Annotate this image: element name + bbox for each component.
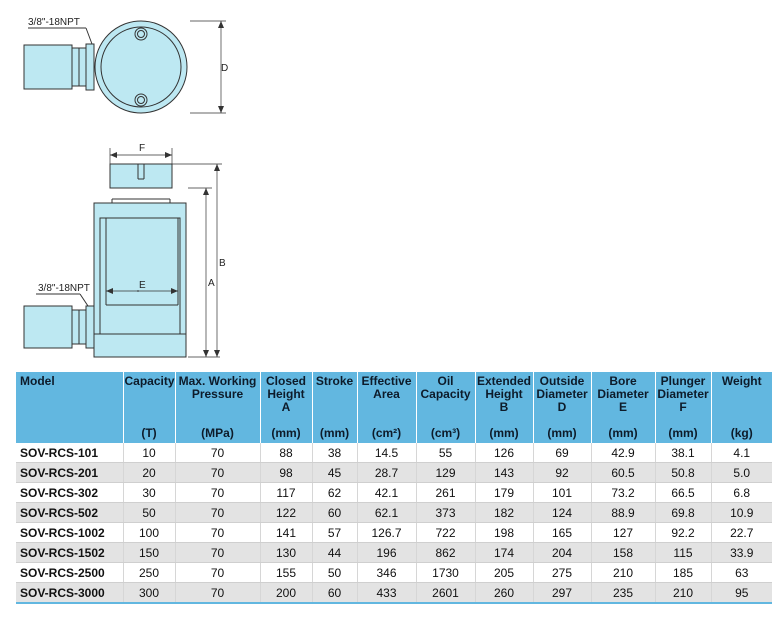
table-cell: 101 — [533, 483, 591, 503]
table-row — [16, 523, 772, 543]
table-row — [16, 483, 772, 503]
column-header — [16, 372, 123, 443]
column-unit: (mm) — [668, 426, 698, 440]
table-cell: 117 — [260, 483, 312, 503]
table-cell: 55 — [416, 443, 475, 463]
column-header-label: E — [618, 400, 627, 414]
column-header-label: Closed — [265, 374, 306, 388]
table-cell: 70 — [175, 443, 260, 463]
table-cell: 200 — [260, 583, 312, 604]
table-cell: 275 — [533, 563, 591, 583]
table-cell: 50 — [123, 503, 175, 523]
table-cell: 235 — [591, 583, 655, 604]
table-cell: 38.1 — [655, 443, 711, 463]
table-row — [16, 443, 772, 463]
table-cell: 66.5 — [655, 483, 711, 503]
column-unit: (cm²) — [371, 426, 402, 440]
table-cell: 57 — [312, 523, 357, 543]
table-cell: 22.7 — [711, 523, 772, 543]
column-header-label: Capacity — [420, 387, 471, 401]
table-cell: 722 — [416, 523, 475, 543]
side-port-label: 3/8"-18NPT — [38, 283, 90, 294]
model-cell: SOV-RCS-502 — [16, 503, 123, 523]
table-cell: 10.9 — [711, 503, 772, 523]
column-header-label: Stroke — [315, 374, 354, 388]
model-cell: SOV-RCS-3000 — [16, 583, 123, 604]
table-cell: 50 — [312, 563, 357, 583]
model-cell: SOV-RCS-101 — [16, 443, 123, 463]
column-header-label: Diameter — [597, 387, 649, 401]
column-header — [357, 372, 416, 443]
table-cell: 250 — [123, 563, 175, 583]
table-cell: 42.1 — [357, 483, 416, 503]
table-cell: 70 — [175, 543, 260, 563]
table-cell: 14.5 — [357, 443, 416, 463]
column-header-label: Height — [267, 387, 305, 401]
table-cell: 38 — [312, 443, 357, 463]
column-header-label: Pressure — [191, 387, 244, 401]
table-cell: 2601 — [416, 583, 475, 604]
table-cell: 70 — [175, 503, 260, 523]
table-body — [16, 443, 772, 603]
column-unit: (mm) — [319, 426, 350, 440]
column-header-label: B — [499, 400, 509, 414]
side-view — [24, 143, 226, 357]
table-cell: 70 — [175, 563, 260, 583]
table-cell: 261 — [416, 483, 475, 503]
column-unit: (kg) — [730, 426, 753, 440]
dim-d-label: D — [221, 63, 229, 74]
table-cell: 62 — [312, 483, 357, 503]
column-unit: (mm) — [271, 426, 301, 440]
table-cell: 70 — [175, 523, 260, 543]
table-cell: 179 — [475, 483, 533, 503]
column-header-label: D — [557, 400, 567, 414]
column-header-label: Diameter — [536, 387, 588, 401]
table-cell: 433 — [357, 583, 416, 604]
table-cell: 45 — [312, 463, 357, 483]
table-cell: 174 — [475, 543, 533, 563]
table-cell: 69 — [533, 443, 591, 463]
column-unit: (mm) — [608, 426, 638, 440]
table-cell: 204 — [533, 543, 591, 563]
model-cell: SOV-RCS-302 — [16, 483, 123, 503]
table-row — [16, 463, 772, 483]
column-header — [175, 372, 260, 443]
table-cell: 158 — [591, 543, 655, 563]
table-cell: 115 — [655, 543, 711, 563]
column-header-label: Weight — [721, 374, 762, 388]
table-cell: 60 — [312, 503, 357, 523]
table-cell: 70 — [175, 583, 260, 604]
table-cell: 130 — [260, 543, 312, 563]
table-cell: 70 — [175, 483, 260, 503]
column-header-label: F — [679, 400, 687, 414]
table-cell: 124 — [533, 503, 591, 523]
table-cell: 98 — [260, 463, 312, 483]
table-cell: 300 — [123, 583, 175, 604]
table-row — [16, 583, 772, 604]
table-cell: 150 — [123, 543, 175, 563]
table-row — [16, 563, 772, 583]
table-cell: 28.7 — [357, 463, 416, 483]
table-cell: 88 — [260, 443, 312, 463]
table-cell: 50.8 — [655, 463, 711, 483]
table-cell: 127 — [591, 523, 655, 543]
table-cell: 198 — [475, 523, 533, 543]
table-cell: 260 — [475, 583, 533, 604]
table-cell: 210 — [591, 563, 655, 583]
column-unit: (mm) — [489, 426, 519, 440]
table-cell: 143 — [475, 463, 533, 483]
table-cell: 126.7 — [357, 523, 416, 543]
table-cell: 141 — [260, 523, 312, 543]
side-coupler — [24, 306, 72, 348]
column-header — [416, 372, 475, 443]
dim-b-label: B — [219, 258, 226, 269]
side-plunger — [110, 164, 172, 188]
column-unit: (mm) — [547, 426, 577, 440]
table-cell: 155 — [260, 563, 312, 583]
column-header — [655, 372, 711, 443]
top-view — [24, 17, 228, 113]
column-header-label: Model — [20, 374, 55, 388]
column-header — [533, 372, 591, 443]
column-header — [711, 372, 772, 443]
table-header-row — [16, 372, 772, 443]
model-cell: SOV-RCS-201 — [16, 463, 123, 483]
table-cell: 100 — [123, 523, 175, 543]
table-cell: 373 — [416, 503, 475, 523]
column-unit: (MPa) — [201, 426, 234, 440]
table-cell: 95 — [711, 583, 772, 604]
table-cell: 70 — [175, 463, 260, 483]
table-cell: 6.8 — [711, 483, 772, 503]
table-cell: 60 — [312, 583, 357, 604]
column-header-label: Area — [373, 387, 400, 401]
column-unit: (T) — [141, 426, 157, 440]
table-cell: 63 — [711, 563, 772, 583]
table-cell: 62.1 — [357, 503, 416, 523]
table-cell: 73.2 — [591, 483, 655, 503]
table-cell: 346 — [357, 563, 416, 583]
specification-table — [16, 372, 772, 604]
column-header — [312, 372, 357, 443]
column-header-label: Oil — [437, 374, 454, 388]
table-cell: 129 — [416, 463, 475, 483]
top-coupler — [24, 45, 72, 89]
column-header-label: Extended — [476, 374, 531, 388]
table-cell: 92.2 — [655, 523, 711, 543]
column-header — [260, 372, 312, 443]
column-header — [475, 372, 533, 443]
table-cell: 4.1 — [711, 443, 772, 463]
table-cell: 205 — [475, 563, 533, 583]
table-cell: 122 — [260, 503, 312, 523]
table-cell: 88.9 — [591, 503, 655, 523]
table-cell: 126 — [475, 443, 533, 463]
table-cell: 1730 — [416, 563, 475, 583]
table-cell: 44 — [312, 543, 357, 563]
column-header-label: Effective — [361, 374, 412, 388]
table-cell: 196 — [357, 543, 416, 563]
column-header-label: A — [281, 400, 291, 414]
column-header-label: Diameter — [657, 387, 709, 401]
column-header — [591, 372, 655, 443]
table-cell: 30 — [123, 483, 175, 503]
table-cell: 182 — [475, 503, 533, 523]
column-unit: (cm³) — [430, 426, 461, 440]
dim-e-label: E — [139, 280, 146, 291]
table-cell: 297 — [533, 583, 591, 604]
table-cell: 5.0 — [711, 463, 772, 483]
table-cell: 60.5 — [591, 463, 655, 483]
model-cell: SOV-RCS-1002 — [16, 523, 123, 543]
table-cell: 33.9 — [711, 543, 772, 563]
dim-f-label: F — [139, 143, 146, 154]
column-header — [123, 372, 175, 443]
table-cell: 42.9 — [591, 443, 655, 463]
table-cell: 210 — [655, 583, 711, 604]
table-cell: 165 — [533, 523, 591, 543]
table-row — [16, 503, 772, 523]
table-cell: 10 — [123, 443, 175, 463]
column-header-label: Max. Working — [178, 374, 257, 388]
top-port-label: 3/8"-18NPT — [28, 17, 80, 28]
table-cell: 92 — [533, 463, 591, 483]
column-header-label: Plunger — [660, 374, 706, 388]
table-cell: 185 — [655, 563, 711, 583]
model-cell: SOV-RCS-1502 — [16, 543, 123, 563]
column-header-label: Bore — [609, 374, 637, 388]
table-cell: 862 — [416, 543, 475, 563]
dim-a-label: A — [208, 278, 215, 289]
column-header-label: Outside — [539, 374, 585, 388]
model-cell: SOV-RCS-2500 — [16, 563, 123, 583]
table-cell: 20 — [123, 463, 175, 483]
table-cell: 69.8 — [655, 503, 711, 523]
column-header-label: Height — [485, 387, 523, 401]
column-header-label: Capacity — [124, 374, 175, 388]
table-row — [16, 543, 772, 563]
